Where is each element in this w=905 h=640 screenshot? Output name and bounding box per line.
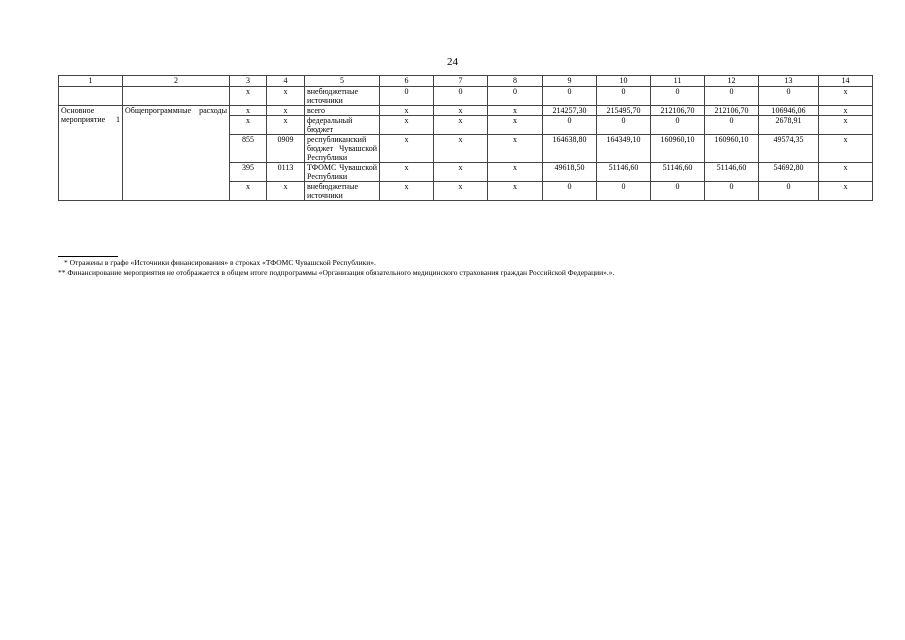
table-cell: x (488, 163, 543, 182)
table-cell: 0 (705, 116, 759, 135)
table-cell: всего (305, 106, 380, 116)
table-cell: 0909 (267, 135, 305, 163)
table-cell: x (380, 135, 434, 163)
column-header: 4 (267, 76, 305, 87)
table-cell: x (819, 135, 873, 163)
table-cell: 0 (488, 87, 543, 106)
column-header: 9 (543, 76, 597, 87)
column-header: 13 (759, 76, 819, 87)
table-cell: x (434, 182, 488, 201)
table-cell: 212106,70 (705, 106, 759, 116)
table-cell: внебюджетные источники (305, 87, 380, 106)
table-cell: x (434, 163, 488, 182)
table-cell: 0 (651, 87, 705, 106)
table-cell: 0 (543, 87, 597, 106)
table-cell: 214257,30 (543, 106, 597, 116)
table-cell: 855 (230, 135, 267, 163)
table-cell: x (819, 106, 873, 116)
table-cell: x (434, 116, 488, 135)
footnote-divider (58, 256, 118, 257)
table-cell: 164349,10 (597, 135, 651, 163)
table-cell: 51146,60 (705, 163, 759, 182)
footnotes (58, 256, 872, 278)
header-row (59, 76, 873, 87)
table-cell: x (819, 182, 873, 201)
column-header: 3 (230, 76, 267, 87)
column-header: 6 (380, 76, 434, 87)
table-cell: 51146,60 (597, 163, 651, 182)
table-cell: x (230, 106, 267, 116)
table-cell: x (434, 135, 488, 163)
table-cell: x (267, 106, 305, 116)
table-cell: федеральный бюджет (305, 116, 380, 135)
financing-table (58, 75, 873, 201)
table-cell: 0 (759, 182, 819, 201)
table-cell: 0 (651, 116, 705, 135)
table-cell: 0 (380, 87, 434, 106)
table-cell: 164638,80 (543, 135, 597, 163)
table-cell: 215495,70 (597, 106, 651, 116)
table-cell: x (819, 87, 873, 106)
table-cell: 0 (597, 116, 651, 135)
table-cell: 49574,35 (759, 135, 819, 163)
column-header: 2 (123, 76, 230, 87)
table-cell: x (819, 116, 873, 135)
column-header: 5 (305, 76, 380, 87)
footnote-2: ** Финансирование мероприятия не отображается в общем итоге подпрограммы «Организация обязательного медицинского страхования граждан Российской Федерации».». (58, 268, 615, 277)
table-cell: 0 (543, 116, 597, 135)
table-cell: x (380, 182, 434, 201)
table-cell: x (380, 163, 434, 182)
column-header: 1 (59, 76, 123, 87)
table-cell: x (230, 116, 267, 135)
table-cell: 395 (230, 163, 267, 182)
table-cell: x (230, 182, 267, 201)
table-cell: x (488, 106, 543, 116)
table-cell: внебюджетные источники (305, 182, 380, 201)
column-header: 7 (434, 76, 488, 87)
table-cell: x (267, 87, 305, 106)
table-row (59, 87, 873, 106)
table-cell: 49618,50 (543, 163, 597, 182)
column-header: 12 (705, 76, 759, 87)
table-cell: x (488, 135, 543, 163)
table-cell (123, 87, 230, 106)
table-cell: x (380, 116, 434, 135)
table-cell: ТФОМС Чувашской Республики (305, 163, 380, 182)
page-number: 24 (447, 56, 458, 68)
footnote-1: * Отражены в графе «Источники финансирования» в строках «ТФОМС Чувашской Республики». (64, 258, 376, 267)
table-cell: 2678,91 (759, 116, 819, 135)
table-cell: республиканский бюджет Чувашской Республики (305, 135, 380, 163)
table-cell: 54692,80 (759, 163, 819, 182)
table-cell: x (230, 87, 267, 106)
table-cell: 0 (705, 182, 759, 201)
table-cell: x (488, 116, 543, 135)
column-header: 10 (597, 76, 651, 87)
table-cell: 0 (597, 87, 651, 106)
table-cell: 0113 (267, 163, 305, 182)
event-name-cell: Основное мероприятие 1 (59, 106, 123, 201)
table-cell: 212106,70 (651, 106, 705, 116)
table-cell: x (380, 106, 434, 116)
table-cell: 0 (434, 87, 488, 106)
column-header: 11 (651, 76, 705, 87)
table-cell (59, 87, 123, 106)
table-cell: 0 (651, 182, 705, 201)
table-cell: 106946,06 (759, 106, 819, 116)
table-cell: x (267, 182, 305, 201)
table-row (59, 106, 873, 116)
table-cell: x (819, 163, 873, 182)
table-cell: 51146,60 (651, 163, 705, 182)
table-cell: 0 (705, 87, 759, 106)
event-title-cell: Общепрограммные расходы (123, 106, 230, 201)
table-cell: 0 (759, 87, 819, 106)
table-cell: 160960,10 (705, 135, 759, 163)
table-cell: x (434, 106, 488, 116)
table-cell: 160960,10 (651, 135, 705, 163)
column-header: 14 (819, 76, 873, 87)
table-cell: x (488, 182, 543, 201)
column-header: 8 (488, 76, 543, 87)
table-cell: 0 (597, 182, 651, 201)
table-cell: 0 (543, 182, 597, 201)
table-cell: x (267, 116, 305, 135)
